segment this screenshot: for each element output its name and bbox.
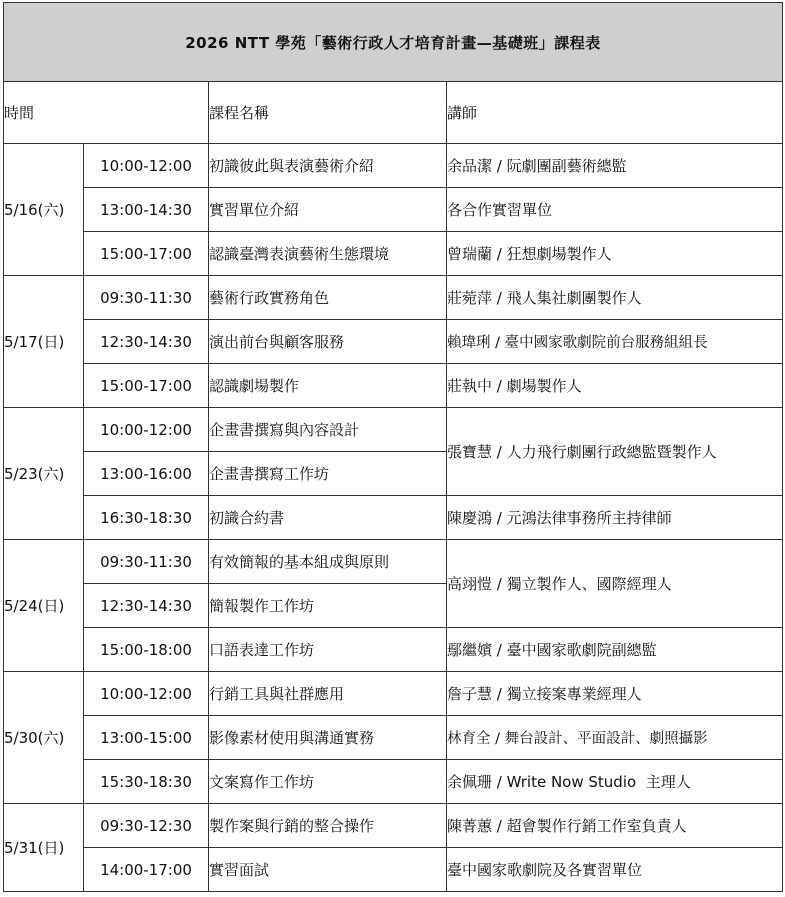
teacher-cell: 曾瑞蘭 / 狂想劇場製作人 — [447, 232, 783, 276]
time-cell: 09:30-12:30 — [84, 804, 209, 848]
course-cell: 藝術行政實務角色 — [209, 276, 447, 320]
table-row — [4, 672, 783, 716]
course-cell: 企畫書撰寫工作坊 — [209, 452, 447, 496]
table-row — [4, 364, 783, 408]
teacher-cell: 詹子慧 / 獨立接案專業經理人 — [447, 672, 783, 716]
teacher-cell: 臺中國家歌劇院及各實習單位 — [447, 848, 783, 892]
teacher-cell: 賴瑋琍 / 臺中國家歌劇院前台服務組組長 — [447, 320, 783, 364]
table-row — [4, 496, 783, 540]
course-cell: 認識劇場製作 — [209, 364, 447, 408]
date-cell: 5/30(六) — [4, 672, 84, 804]
time-cell: 13:00-14:30 — [84, 188, 209, 232]
teacher-cell: 莊執中 / 劇場製作人 — [447, 364, 783, 408]
course-cell: 有效簡報的基本組成與原則 — [209, 540, 447, 584]
time-cell: 10:00-12:00 — [84, 144, 209, 188]
table-row — [4, 848, 783, 892]
table-row — [4, 628, 783, 672]
header-teacher: 講師 — [447, 82, 783, 144]
course-cell: 行銷工具與社群應用 — [209, 672, 447, 716]
time-cell: 15:30-18:30 — [84, 760, 209, 804]
time-cell: 15:00-17:00 — [84, 364, 209, 408]
teacher-cell: 鄢繼嬪 / 臺中國家歌劇院副總監 — [447, 628, 783, 672]
course-cell: 企畫書撰寫與內容設計 — [209, 408, 447, 452]
table-row — [4, 276, 783, 320]
header-row — [4, 82, 783, 144]
page-title: 2026 NTT 學苑「藝術行政人才培育計畫—基礎班」課程表 — [4, 3, 783, 82]
course-cell: 初識彼此與表演藝術介紹 — [209, 144, 447, 188]
course-cell: 實習單位介紹 — [209, 188, 447, 232]
date-cell: 5/16(六) — [4, 144, 84, 276]
time-cell: 09:30-11:30 — [84, 540, 209, 584]
course-cell: 文案寫作工作坊 — [209, 760, 447, 804]
course-cell: 認識臺灣表演藝術生態環境 — [209, 232, 447, 276]
header-course: 課程名稱 — [209, 82, 447, 144]
teacher-cell: 林育全 / 舞台設計、平面設計、劇照攝影 — [447, 716, 783, 760]
schedule-table — [3, 2, 783, 892]
table-row — [4, 188, 783, 232]
table-row — [4, 760, 783, 804]
course-cell: 簡報製作工作坊 — [209, 584, 447, 628]
teacher-cell: 高翊愷 / 獨立製作人、國際經理人 — [447, 540, 783, 628]
teacher-cell: 陳菁蕙 / 超會製作行銷工作室負責人 — [447, 804, 783, 848]
table-row — [4, 540, 783, 584]
date-cell: 5/24(日) — [4, 540, 84, 672]
time-cell: 12:30-14:30 — [84, 320, 209, 364]
table-row — [4, 232, 783, 276]
header-time: 時間 — [4, 82, 209, 144]
teacher-cell: 余品潔 / 阮劇團副藝術總監 — [447, 144, 783, 188]
table-row — [4, 408, 783, 452]
table-row — [4, 320, 783, 364]
time-cell: 15:00-17:00 — [84, 232, 209, 276]
course-cell: 製作案與行銷的整合操作 — [209, 804, 447, 848]
teacher-cell: 莊菀萍 / 飛人集社劇團製作人 — [447, 276, 783, 320]
date-cell: 5/31(日) — [4, 804, 84, 892]
table-row — [4, 144, 783, 188]
time-cell: 10:00-12:00 — [84, 672, 209, 716]
time-cell: 09:30-11:30 — [84, 276, 209, 320]
teacher-cell: 陳慶鴻 / 元鴻法律事務所主持律師 — [447, 496, 783, 540]
time-cell: 15:00-18:00 — [84, 628, 209, 672]
time-cell: 10:00-12:00 — [84, 408, 209, 452]
teacher-cell: 余佩珊 / Write Now Studio 主理人 — [447, 760, 783, 804]
course-cell: 初識合約書 — [209, 496, 447, 540]
course-cell: 實習面試 — [209, 848, 447, 892]
course-cell: 演出前台與顧客服務 — [209, 320, 447, 364]
teacher-cell: 各合作實習單位 — [447, 188, 783, 232]
course-cell: 口語表達工作坊 — [209, 628, 447, 672]
table-row — [4, 804, 783, 848]
table-row — [4, 716, 783, 760]
time-cell: 12:30-14:30 — [84, 584, 209, 628]
time-cell: 16:30-18:30 — [84, 496, 209, 540]
time-cell: 13:00-16:00 — [84, 452, 209, 496]
date-cell: 5/23(六) — [4, 408, 84, 540]
date-cell: 5/17(日) — [4, 276, 84, 408]
time-cell: 13:00-15:00 — [84, 716, 209, 760]
course-cell: 影像素材使用與溝通實務 — [209, 716, 447, 760]
teacher-cell: 張寶慧 / 人力飛行劇團行政總監暨製作人 — [447, 408, 783, 496]
time-cell: 14:00-17:00 — [84, 848, 209, 892]
